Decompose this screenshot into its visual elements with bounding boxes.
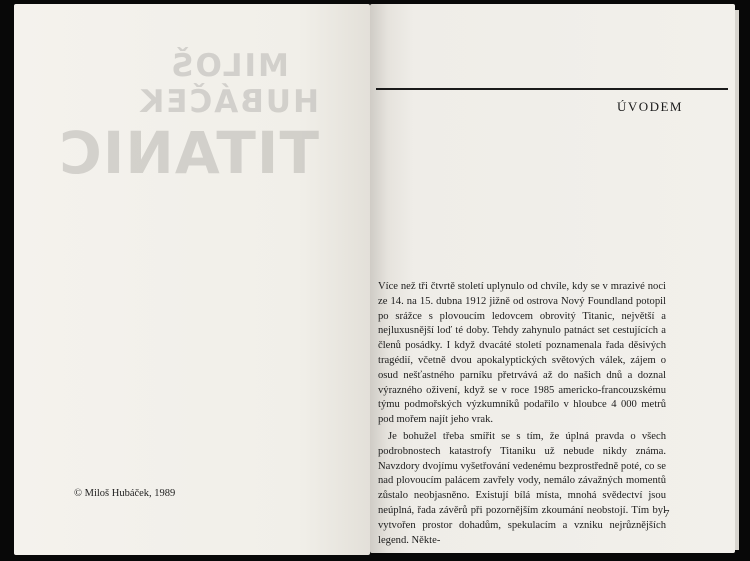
- bleed-through-book-title: TITANIC: [58, 119, 319, 187]
- body-text: [378, 280, 666, 548]
- chapter-title: ÚVODEM: [616, 99, 683, 114]
- paragraph-2: Je bohužel třeba smířit se s tím, že úplná pravda o všech podrobnostech katastrofy Titaniku už nebude nikdy známa. Navzdory dvojímu vyšetřování vedenému bezprostředně poté, co se nad plovoucím palácem zavřely vody, nemálo závažných momentů zůstalo neobjasněno. Existují bílá místa, mnohá svědectví jsou neúplná, řada závěrů při pozornějším zkoumání neobstojí. Tím byl vytvořen prostor dohadům, spekulacím a vzniku nejrůznějších legend. Někte-: [378, 430, 666, 546]
- right-page: [370, 4, 735, 553]
- left-page: [14, 4, 370, 555]
- copyright-notice: © Miloš Hubáček, 1989: [74, 488, 176, 499]
- paragraph-1: Více než tři čtvrtě století uplynulo od chvíle, kdy se v mrazivé noci ze 14. na 15. dubna 1912 jižně od ostrova Nový Foundland potopil po srážce s plovoucím ledovcem obrovitý Titanic, největší a nejluxusnější loď té doby. Tehdy zahynulo patnáct set cestujících a členů posádky. I když dvacáté století poznamenala řada děsivých tragédií, včetně dvou apokalyptických světových válek, zájem o osud nešťastného parníku přetrvává až do našich dnů a doznal výrazného oživení, když se v roce 1985 americko-francouzskému týmu podmořských výzkumníků podařilo v hloubce 4 000 metrů pod mořem najít jeho vrak.: [378, 281, 666, 426]
- bleed-through-title: [58, 48, 319, 187]
- bleed-through-author: MILOŠ HUBÁČEK: [138, 48, 319, 120]
- page-edge: [735, 10, 739, 550]
- chapter-rule: [376, 88, 728, 90]
- page-number: 7: [664, 508, 670, 520]
